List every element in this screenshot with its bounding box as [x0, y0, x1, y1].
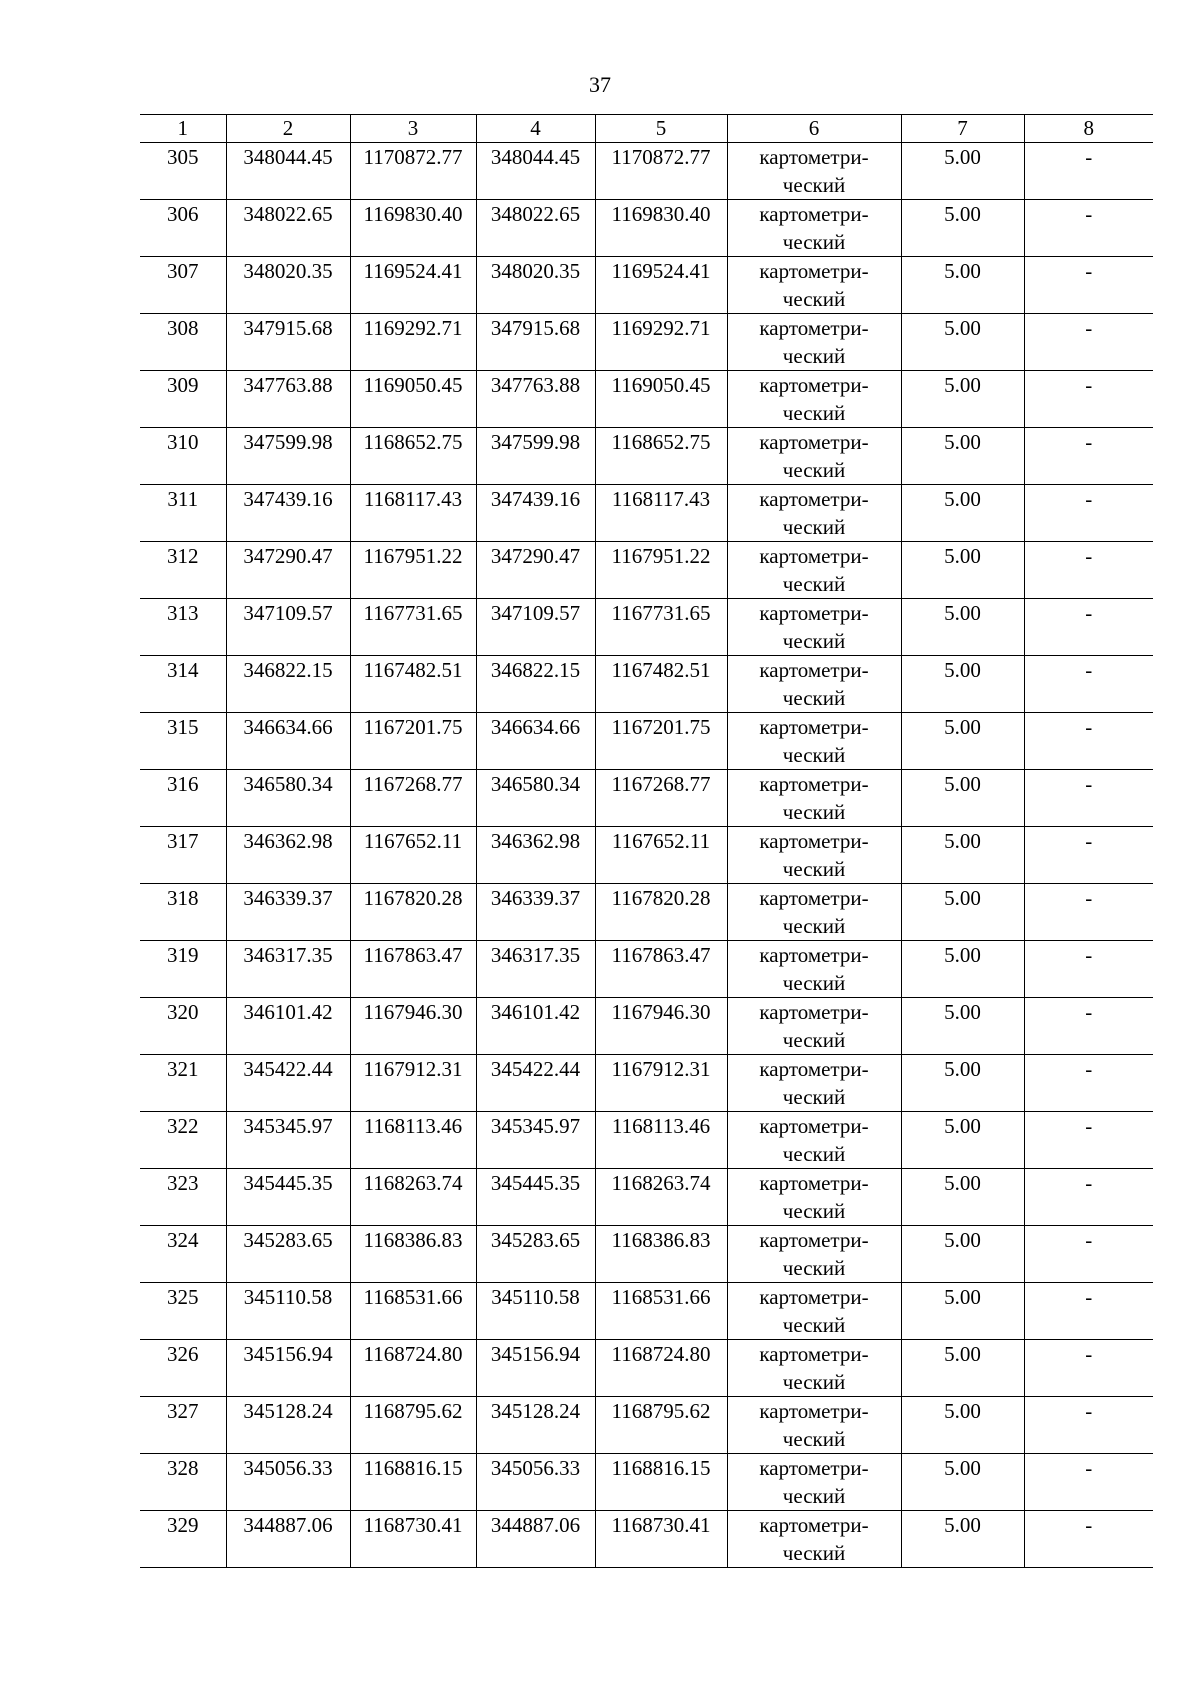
table-row: [140, 599, 1153, 656]
description-cell: -: [1024, 656, 1153, 713]
x-coordinate-cell: 345283.65: [476, 1226, 595, 1283]
point-number-cell: 323: [140, 1169, 226, 1226]
y-coordinate-cell: 1167201.75: [595, 713, 727, 770]
y-coordinate-cell: 1168113.46: [350, 1112, 476, 1169]
table-row: [140, 941, 1153, 998]
y-coordinate-cell: 1167482.51: [595, 656, 727, 713]
x-coordinate-cell: 347915.68: [476, 314, 595, 371]
table-row: [140, 1283, 1153, 1340]
point-number-cell: 305: [140, 143, 226, 200]
accuracy-cell: 5.00: [901, 827, 1024, 884]
description-cell: -: [1024, 599, 1153, 656]
point-number-cell: 329: [140, 1511, 226, 1568]
header-cell: 5: [595, 115, 727, 143]
y-coordinate-cell: 1169050.45: [595, 371, 727, 428]
method-cell: картометри- ческий: [727, 542, 901, 599]
table-row: [140, 998, 1153, 1055]
x-coordinate-cell: 346362.98: [476, 827, 595, 884]
table-row: [140, 884, 1153, 941]
table-row: [140, 1055, 1153, 1112]
x-coordinate-cell: 345422.44: [476, 1055, 595, 1112]
y-coordinate-cell: 1168795.62: [595, 1397, 727, 1454]
point-number-cell: 327: [140, 1397, 226, 1454]
accuracy-cell: 5.00: [901, 257, 1024, 314]
method-cell: картометри- ческий: [727, 1397, 901, 1454]
x-coordinate-cell: 345128.24: [226, 1397, 350, 1454]
y-coordinate-cell: 1168724.80: [595, 1340, 727, 1397]
description-cell: -: [1024, 428, 1153, 485]
table-row: [140, 713, 1153, 770]
accuracy-cell: 5.00: [901, 1055, 1024, 1112]
header-cell: 2: [226, 115, 350, 143]
method-cell: картометри- ческий: [727, 1511, 901, 1568]
x-coordinate-cell: 348020.35: [226, 257, 350, 314]
method-cell: картометри- ческий: [727, 1112, 901, 1169]
accuracy-cell: 5.00: [901, 1340, 1024, 1397]
method-cell: картометри- ческий: [727, 656, 901, 713]
table-row: [140, 1454, 1153, 1511]
y-coordinate-cell: 1167268.77: [350, 770, 476, 827]
x-coordinate-cell: 345128.24: [476, 1397, 595, 1454]
method-cell: картометри- ческий: [727, 1055, 901, 1112]
description-cell: -: [1024, 770, 1153, 827]
method-cell: картометри- ческий: [727, 1454, 901, 1511]
y-coordinate-cell: 1167863.47: [595, 941, 727, 998]
y-coordinate-cell: 1167951.22: [595, 542, 727, 599]
y-coordinate-cell: 1167731.65: [595, 599, 727, 656]
y-coordinate-cell: 1168263.74: [595, 1169, 727, 1226]
x-coordinate-cell: 346580.34: [226, 770, 350, 827]
table-row: [140, 1397, 1153, 1454]
x-coordinate-cell: 346822.15: [226, 656, 350, 713]
x-coordinate-cell: 347439.16: [226, 485, 350, 542]
y-coordinate-cell: 1168795.62: [350, 1397, 476, 1454]
x-coordinate-cell: 348044.45: [226, 143, 350, 200]
point-number-cell: 316: [140, 770, 226, 827]
x-coordinate-cell: 345445.35: [476, 1169, 595, 1226]
y-coordinate-cell: 1168386.83: [595, 1226, 727, 1283]
x-coordinate-cell: 347290.47: [226, 542, 350, 599]
y-coordinate-cell: 1167912.31: [350, 1055, 476, 1112]
page-number: 37: [589, 72, 611, 97]
point-number-cell: 306: [140, 200, 226, 257]
y-coordinate-cell: 1167820.28: [595, 884, 727, 941]
y-coordinate-cell: 1168816.15: [350, 1454, 476, 1511]
x-coordinate-cell: 347915.68: [226, 314, 350, 371]
point-number-cell: 315: [140, 713, 226, 770]
y-coordinate-cell: 1168652.75: [350, 428, 476, 485]
point-number-cell: 310: [140, 428, 226, 485]
description-cell: -: [1024, 884, 1153, 941]
y-coordinate-cell: 1167946.30: [350, 998, 476, 1055]
description-cell: -: [1024, 827, 1153, 884]
point-number-cell: 317: [140, 827, 226, 884]
header-cell: 6: [727, 115, 901, 143]
y-coordinate-cell: 1167652.11: [350, 827, 476, 884]
accuracy-cell: 5.00: [901, 599, 1024, 656]
point-number-cell: 312: [140, 542, 226, 599]
x-coordinate-cell: 348022.65: [476, 200, 595, 257]
method-cell: картометри- ческий: [727, 200, 901, 257]
x-coordinate-cell: 346339.37: [226, 884, 350, 941]
y-coordinate-cell: 1169292.71: [350, 314, 476, 371]
description-cell: -: [1024, 1397, 1153, 1454]
y-coordinate-cell: 1168531.66: [350, 1283, 476, 1340]
x-coordinate-cell: 345156.94: [476, 1340, 595, 1397]
point-number-cell: 308: [140, 314, 226, 371]
accuracy-cell: 5.00: [901, 1283, 1024, 1340]
header-row: [140, 115, 1153, 143]
accuracy-cell: 5.00: [901, 1226, 1024, 1283]
accuracy-cell: 5.00: [901, 143, 1024, 200]
table-header: [140, 115, 1153, 143]
accuracy-cell: 5.00: [901, 1169, 1024, 1226]
method-cell: картометри- ческий: [727, 884, 901, 941]
accuracy-cell: 5.00: [901, 1454, 1024, 1511]
header-cell: 4: [476, 115, 595, 143]
y-coordinate-cell: 1168263.74: [350, 1169, 476, 1226]
method-cell: картометри- ческий: [727, 998, 901, 1055]
x-coordinate-cell: 348044.45: [476, 143, 595, 200]
y-coordinate-cell: 1170872.77: [595, 143, 727, 200]
x-coordinate-cell: 348022.65: [226, 200, 350, 257]
x-coordinate-cell: 346580.34: [476, 770, 595, 827]
description-cell: -: [1024, 998, 1153, 1055]
table-row: [140, 770, 1153, 827]
y-coordinate-cell: 1169050.45: [350, 371, 476, 428]
point-number-cell: 318: [140, 884, 226, 941]
y-coordinate-cell: 1168117.43: [350, 485, 476, 542]
x-coordinate-cell: 347439.16: [476, 485, 595, 542]
x-coordinate-cell: 344887.06: [476, 1511, 595, 1568]
x-coordinate-cell: 346634.66: [226, 713, 350, 770]
description-cell: -: [1024, 143, 1153, 200]
table-row: [140, 485, 1153, 542]
accuracy-cell: 5.00: [901, 485, 1024, 542]
x-coordinate-cell: 346362.98: [226, 827, 350, 884]
table-row: [140, 314, 1153, 371]
table-row: [140, 1340, 1153, 1397]
description-cell: -: [1024, 371, 1153, 428]
method-cell: картометри- ческий: [727, 1340, 901, 1397]
table-row: [140, 257, 1153, 314]
description-cell: -: [1024, 713, 1153, 770]
point-number-cell: 311: [140, 485, 226, 542]
y-coordinate-cell: 1169292.71: [595, 314, 727, 371]
point-number-cell: 314: [140, 656, 226, 713]
table-row: [140, 1169, 1153, 1226]
method-cell: картометри- ческий: [727, 1226, 901, 1283]
x-coordinate-cell: 345283.65: [226, 1226, 350, 1283]
accuracy-cell: 5.00: [901, 428, 1024, 485]
y-coordinate-cell: 1167731.65: [350, 599, 476, 656]
x-coordinate-cell: 345345.97: [226, 1112, 350, 1169]
description-cell: -: [1024, 200, 1153, 257]
x-coordinate-cell: 346317.35: [226, 941, 350, 998]
description-cell: -: [1024, 1112, 1153, 1169]
y-coordinate-cell: 1168724.80: [350, 1340, 476, 1397]
description-cell: -: [1024, 485, 1153, 542]
accuracy-cell: 5.00: [901, 542, 1024, 599]
description-cell: -: [1024, 257, 1153, 314]
point-number-cell: 321: [140, 1055, 226, 1112]
coordinates-table: [140, 114, 1153, 1568]
y-coordinate-cell: 1168113.46: [595, 1112, 727, 1169]
point-number-cell: 326: [140, 1340, 226, 1397]
x-coordinate-cell: 346101.42: [226, 998, 350, 1055]
x-coordinate-cell: 345110.58: [476, 1283, 595, 1340]
y-coordinate-cell: 1168652.75: [595, 428, 727, 485]
x-coordinate-cell: 347109.57: [226, 599, 350, 656]
description-cell: -: [1024, 1283, 1153, 1340]
y-coordinate-cell: 1168730.41: [595, 1511, 727, 1568]
y-coordinate-cell: 1167652.11: [595, 827, 727, 884]
description-cell: -: [1024, 542, 1153, 599]
header-cell: 1: [140, 115, 226, 143]
method-cell: картометри- ческий: [727, 257, 901, 314]
accuracy-cell: 5.00: [901, 713, 1024, 770]
accuracy-cell: 5.00: [901, 1511, 1024, 1568]
y-coordinate-cell: 1167268.77: [595, 770, 727, 827]
description-cell: -: [1024, 941, 1153, 998]
y-coordinate-cell: 1170872.77: [350, 143, 476, 200]
point-number-cell: 324: [140, 1226, 226, 1283]
accuracy-cell: 5.00: [901, 1112, 1024, 1169]
table-row: [140, 1511, 1153, 1568]
point-number-cell: 322: [140, 1112, 226, 1169]
x-coordinate-cell: 347109.57: [476, 599, 595, 656]
x-coordinate-cell: 347599.98: [476, 428, 595, 485]
description-cell: -: [1024, 1454, 1153, 1511]
x-coordinate-cell: 347763.88: [226, 371, 350, 428]
point-number-cell: 319: [140, 941, 226, 998]
x-coordinate-cell: 346339.37: [476, 884, 595, 941]
y-coordinate-cell: 1168816.15: [595, 1454, 727, 1511]
y-coordinate-cell: 1169830.40: [350, 200, 476, 257]
point-number-cell: 313: [140, 599, 226, 656]
x-coordinate-cell: 345445.35: [226, 1169, 350, 1226]
method-cell: картометри- ческий: [727, 941, 901, 998]
x-coordinate-cell: 345056.33: [476, 1454, 595, 1511]
table-row: [140, 1112, 1153, 1169]
y-coordinate-cell: 1169524.41: [350, 257, 476, 314]
x-coordinate-cell: 346634.66: [476, 713, 595, 770]
y-coordinate-cell: 1167951.22: [350, 542, 476, 599]
y-coordinate-cell: 1167482.51: [350, 656, 476, 713]
method-cell: картометри- ческий: [727, 770, 901, 827]
table-body: [140, 143, 1153, 1568]
accuracy-cell: 5.00: [901, 998, 1024, 1055]
table-row: [140, 542, 1153, 599]
y-coordinate-cell: 1167863.47: [350, 941, 476, 998]
method-cell: картометри- ческий: [727, 314, 901, 371]
accuracy-cell: 5.00: [901, 941, 1024, 998]
accuracy-cell: 5.00: [901, 314, 1024, 371]
header-cell: 3: [350, 115, 476, 143]
table-row: [140, 428, 1153, 485]
point-number-cell: 307: [140, 257, 226, 314]
method-cell: картометри- ческий: [727, 1169, 901, 1226]
method-cell: картометри- ческий: [727, 371, 901, 428]
description-cell: -: [1024, 1340, 1153, 1397]
table-row: [140, 827, 1153, 884]
accuracy-cell: 5.00: [901, 371, 1024, 428]
y-coordinate-cell: 1167912.31: [595, 1055, 727, 1112]
point-number-cell: 325: [140, 1283, 226, 1340]
table-row: [140, 656, 1153, 713]
accuracy-cell: 5.00: [901, 200, 1024, 257]
table-row: [140, 371, 1153, 428]
y-coordinate-cell: 1169524.41: [595, 257, 727, 314]
accuracy-cell: 5.00: [901, 1397, 1024, 1454]
description-cell: -: [1024, 1511, 1153, 1568]
x-coordinate-cell: 347763.88: [476, 371, 595, 428]
method-cell: картометри- ческий: [727, 713, 901, 770]
x-coordinate-cell: 345345.97: [476, 1112, 595, 1169]
description-cell: -: [1024, 1169, 1153, 1226]
y-coordinate-cell: 1168531.66: [595, 1283, 727, 1340]
accuracy-cell: 5.00: [901, 884, 1024, 941]
x-coordinate-cell: 345110.58: [226, 1283, 350, 1340]
x-coordinate-cell: 345056.33: [226, 1454, 350, 1511]
y-coordinate-cell: 1168386.83: [350, 1226, 476, 1283]
method-cell: картометри- ческий: [727, 599, 901, 656]
description-cell: -: [1024, 314, 1153, 371]
y-coordinate-cell: 1167201.75: [350, 713, 476, 770]
method-cell: картометри- ческий: [727, 827, 901, 884]
x-coordinate-cell: 344887.06: [226, 1511, 350, 1568]
header-cell: 8: [1024, 115, 1153, 143]
table-row: [140, 1226, 1153, 1283]
y-coordinate-cell: 1168117.43: [595, 485, 727, 542]
x-coordinate-cell: 345156.94: [226, 1340, 350, 1397]
description-cell: -: [1024, 1226, 1153, 1283]
y-coordinate-cell: 1167820.28: [350, 884, 476, 941]
x-coordinate-cell: 346101.42: [476, 998, 595, 1055]
x-coordinate-cell: 347599.98: [226, 428, 350, 485]
method-cell: картометри- ческий: [727, 1283, 901, 1340]
x-coordinate-cell: 345422.44: [226, 1055, 350, 1112]
description-cell: -: [1024, 1055, 1153, 1112]
accuracy-cell: 5.00: [901, 656, 1024, 713]
point-number-cell: 309: [140, 371, 226, 428]
x-coordinate-cell: 346822.15: [476, 656, 595, 713]
method-cell: картометри- ческий: [727, 485, 901, 542]
point-number-cell: 320: [140, 998, 226, 1055]
method-cell: картометри- ческий: [727, 428, 901, 485]
x-coordinate-cell: 346317.35: [476, 941, 595, 998]
y-coordinate-cell: 1169830.40: [595, 200, 727, 257]
y-coordinate-cell: 1167946.30: [595, 998, 727, 1055]
y-coordinate-cell: 1168730.41: [350, 1511, 476, 1568]
method-cell: картометри- ческий: [727, 143, 901, 200]
table-row: [140, 200, 1153, 257]
x-coordinate-cell: 348020.35: [476, 257, 595, 314]
point-number-cell: 328: [140, 1454, 226, 1511]
x-coordinate-cell: 347290.47: [476, 542, 595, 599]
table-row: [140, 143, 1153, 200]
header-cell: 7: [901, 115, 1024, 143]
accuracy-cell: 5.00: [901, 770, 1024, 827]
